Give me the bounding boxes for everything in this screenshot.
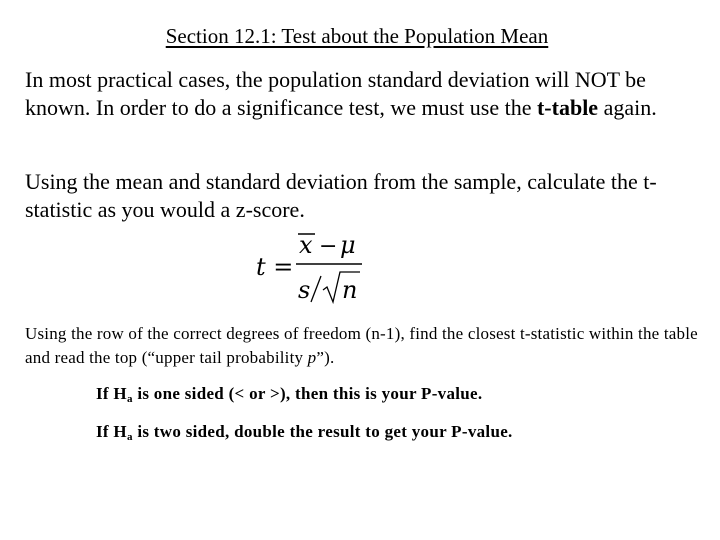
rule-subscript: a	[126, 431, 133, 443]
formula-s: s	[298, 276, 311, 304]
slide-title: Section 12.1: Test about the Population Mean	[165, 24, 549, 48]
paragraph-degrees-of-freedom	[25, 322, 705, 370]
p-italic: p	[307, 348, 317, 367]
paragraph-text: Using the row of the correct degrees of freedom (n-1), find the closest t-statistic within the table and read the top (“upper tail probability	[25, 324, 698, 367]
paragraph-unknown-sigma	[25, 66, 695, 122]
rule-subscript: a	[126, 393, 133, 405]
paragraph-text: In most practical cases, the population standard deviation will NOT be known. In order to do a significance test, we must use the	[25, 67, 646, 120]
rule-text: is one sided (< or >), then this is your P-value.	[132, 384, 483, 403]
t-table-emphasis: t-table	[536, 95, 599, 120]
t-statistic-formula	[252, 226, 372, 306]
formula-graphic	[252, 226, 372, 306]
formula-xbar: x	[299, 231, 313, 259]
formula-lhs: t =	[256, 253, 294, 281]
paragraph-text-end: again.	[598, 95, 657, 120]
rule-two-sided	[96, 422, 513, 443]
rule-prefix: If H	[96, 422, 127, 441]
formula-mu: μ	[340, 231, 356, 259]
division-slash	[311, 276, 321, 302]
formula-minus: −	[319, 234, 338, 259]
paragraph-text-end: ”).	[316, 348, 335, 367]
rule-one-sided	[96, 384, 482, 405]
rule-prefix: If H	[96, 384, 127, 403]
rule-text: is two sided, double the result to get your P-value.	[132, 422, 513, 441]
formula-n: n	[342, 276, 358, 304]
paragraph-calculate-t: Using the mean and standard deviation from the sample, calculate the t-statistic as you would a z-score.	[25, 169, 657, 222]
